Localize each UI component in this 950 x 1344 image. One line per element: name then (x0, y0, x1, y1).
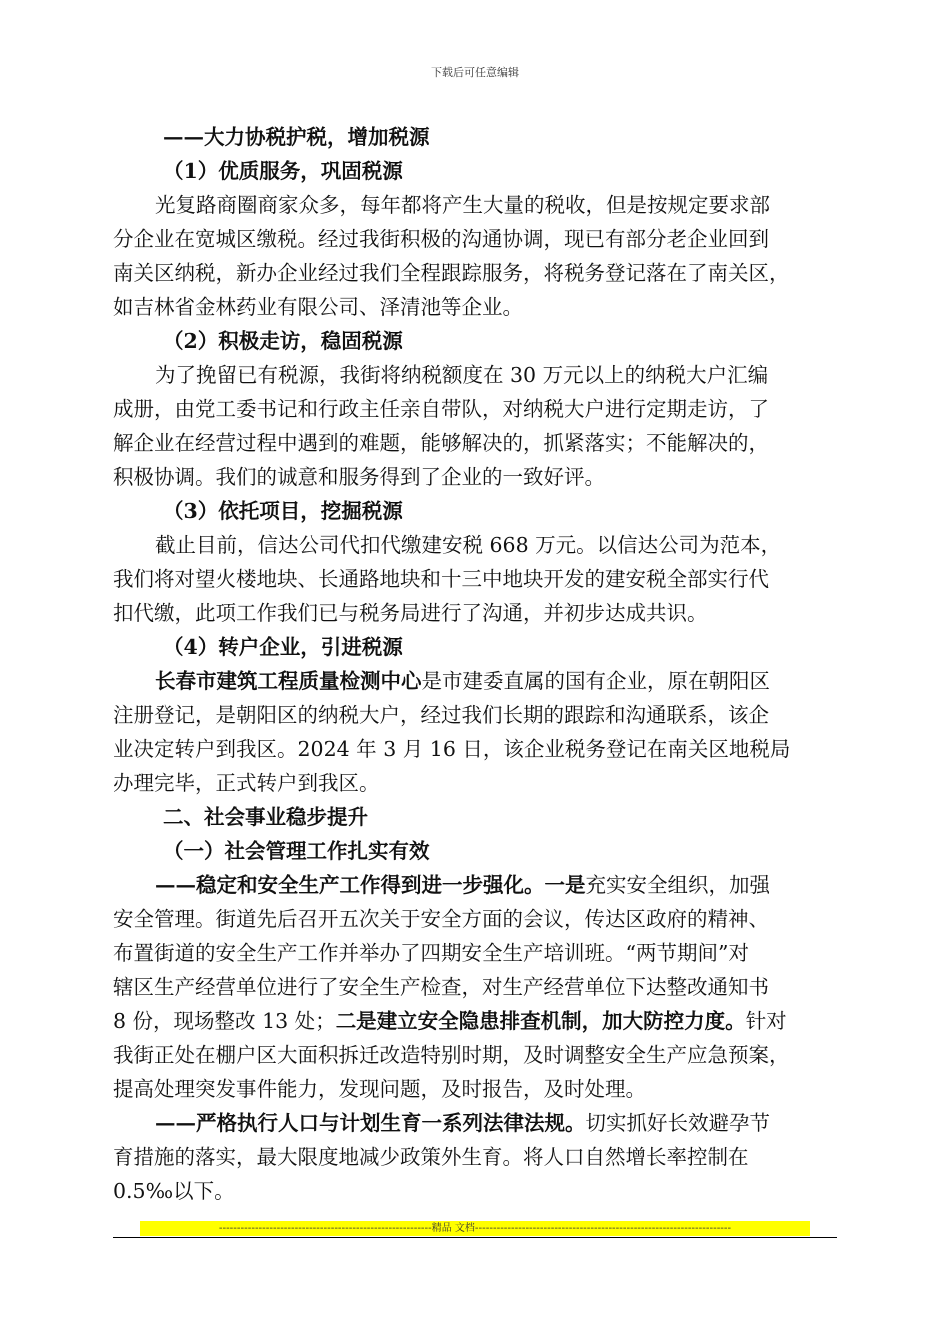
text-run: 8 份，现场整改 13 处； (113, 1009, 336, 1033)
paragraph-line: 成册，由党工委书记和行政主任亲自带队，对纳税大户进行定期走访，了 (113, 397, 769, 421)
footer-banner: -----------------------------------------------------------精品 文档----------------------------------------------------------------------- (140, 1221, 810, 1236)
subsection-heading: （2）积极走访，稳固税源 (163, 329, 403, 353)
bold-phrase: ——稳定和安全生产工作得到进一步强化。 (155, 873, 545, 897)
paragraph-line: 我们将对望火楼地块、长通路地块和十三中地块开发的建安税全部实行代 (113, 567, 769, 591)
text-run: 是市建委直属的国有企业，原在朝阳区 (421, 669, 770, 693)
paragraph-line (113, 868, 839, 902)
paragraph-line: 辖区生产经营单位进行了安全生产检查，对生产经营单位下达整改通知书 (113, 975, 769, 999)
header-note: 下载后可任意编辑 (431, 66, 519, 79)
text-run: 切实抓好长效避孕节 (585, 1111, 770, 1135)
bold-phrase: 一是 (544, 873, 586, 897)
paragraph-line: 我街正处在棚户区大面积拆迁改造特别时期，及时调整安全生产应急预案， (113, 1043, 790, 1067)
text-run: 针对 (745, 1009, 787, 1033)
subsection-heading: （4）转户企业，引进税源 (163, 635, 403, 659)
paragraph-line: 解企业在经营过程中遇到的难题，能够解决的，抓紧落实；不能解决的， (113, 431, 769, 455)
paragraph-line: 积极协调。我们的诚意和服务得到了企业的一致好评。 (113, 465, 605, 489)
paragraph-line (113, 1004, 839, 1038)
bold-phrase: 长春市建筑工程质量检测中心 (155, 669, 422, 693)
bold-phrase: ——严格执行人口与计划生育一系列法律法规。 (155, 1111, 586, 1135)
paragraph-line (113, 1106, 839, 1140)
paragraph-line: 育措施的落实，最大限度地减少政策外生育。将人口自然增长率控制在 (113, 1145, 749, 1169)
paragraph-line: 光复路商圈商家众多，每年都将产生大量的税收，但是按规定要求部 (155, 193, 770, 217)
paragraph-line: 布置街道的安全生产工作并举办了四期安全生产培训班。“两节期间”对 (113, 941, 749, 965)
bold-phrase: 建立安全隐患排查机制，加大防控力度。 (376, 1009, 746, 1033)
paragraph-line: 办理完毕，正式转户到我区。 (113, 771, 380, 795)
bold-phrase: 二是 (335, 1009, 377, 1033)
section-heading: 二、社会事业稳步提升 (163, 805, 368, 829)
subsection-heading: （一）社会管理工作扎实有效 (163, 839, 430, 863)
paragraph-line: 为了挽留已有税源，我街将纳税额度在 30 万元以上的纳税大户汇编 (155, 363, 769, 387)
paragraph-line: 安全管理。街道先后召开五次关于安全方面的会议，传达区政府的精神、 (113, 907, 769, 931)
paragraph-line (113, 664, 839, 698)
paragraph-line: 提高处理突发事件能力，发现问题，及时报告，及时处理。 (113, 1077, 646, 1101)
paragraph-line: 0.5‰以下。 (113, 1179, 235, 1203)
paragraph-line: 分企业在宽城区缴税。经过我街积极的沟通协调，现已有部分老企业回到 (113, 227, 769, 251)
document-body (113, 120, 839, 1208)
paragraph-line: 如吉林省金林药业有限公司、泽清池等企业。 (113, 295, 523, 319)
paragraph-line: 扣代缴，此项工作我们已与税务局进行了沟通，并初步达成共识。 (113, 601, 708, 625)
paragraph-line: 业决定转户到我区。2024 年 3 月 16 日，该企业税务登记在南关区地税局 (113, 737, 791, 761)
section-heading: ——大力协税护税，增加税源 (163, 125, 430, 149)
subsection-heading: （3）依托项目，挖掘税源 (163, 499, 403, 523)
subsection-heading: （1）优质服务，巩固税源 (163, 159, 403, 183)
paragraph-line: 南关区纳税，新办企业经过我们全程跟踪服务，将税务登记落在了南关区， (113, 261, 790, 285)
text-run: 充实安全组织，加强 (585, 873, 770, 897)
paragraph-line: 注册登记，是朝阳区的纳税大户，经过我们长期的跟踪和沟通联系，该企 (113, 703, 769, 727)
paragraph-line: 截止目前，信达公司代扣代缴建安税 668 万元。以信达公司为范本， (155, 533, 782, 557)
footer-divider (113, 1237, 837, 1238)
